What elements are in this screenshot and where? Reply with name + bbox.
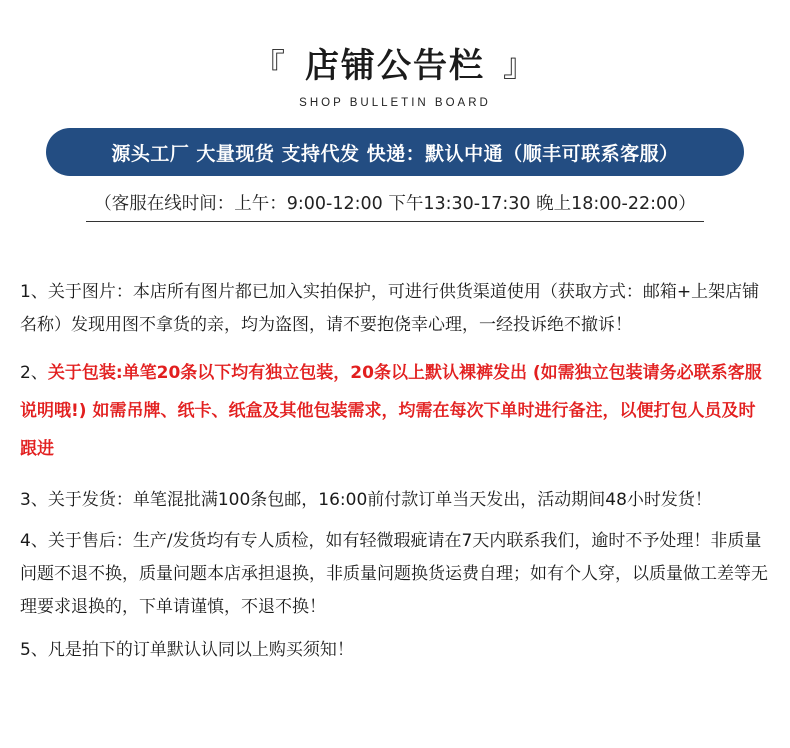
notice-number: 5、 (20, 640, 48, 660)
notice-number: 1、 (20, 282, 48, 302)
service-hours (0, 190, 790, 222)
notice-number: 4、 (20, 531, 48, 551)
notice-item-packaging (20, 354, 772, 468)
notice-list (20, 276, 772, 667)
title-text: 店铺公告栏 (305, 46, 485, 86)
bulletin-header (0, 38, 790, 109)
notice-item-pictures (20, 276, 772, 342)
shipping-banner (46, 128, 744, 176)
title-bracket-close: 』 (503, 45, 538, 84)
notice-text: 关于包装:单笔20条以下均有独立包装，20条以上默认裸裤发出 (如需独立包装请务必联系客服说明哦!) 如需吊牌、纸卡、纸盒及其他包装需求，均需在每次下单时进行备注，以便打包人员及时跟进 (20, 363, 762, 459)
page-title (253, 38, 537, 87)
title-bracket-open: 『 (252, 45, 287, 84)
banner-text: 源头工厂 大量现货 支持代发 快递：默认中通（顺丰可联系客服） (111, 142, 679, 165)
notice-text: 关于售后：生产/发货均有专人质检，如有轻微瑕疵请在7天内联系我们，逾时不予处理！非质量问题不退不换，质量问题本店承担退换，非质量问题换货运费自理；如有个人穿，以质量做工差等无理要求退换的，下单请谨慎，不退不换！ (20, 531, 768, 617)
service-hours-text: （客服在线时间：上午：9:00-12:00 下午13:30-17:30 晚上18:00-22:00） (86, 190, 704, 222)
notice-item-shipping (20, 484, 772, 517)
notice-item-after-sales (20, 525, 772, 624)
page-subtitle: SHOP BULLETIN BOARD (299, 97, 491, 109)
notice-text: 关于发货：单笔混批满100条包邮，16:00前付款订单当天发出，活动期间48小时发货！ (47, 490, 712, 510)
notice-number: 3、 (20, 490, 48, 510)
notice-text: 关于图片：本店所有图片都已加入实拍保护，可进行供货渠道使用（获取方式：邮箱+上架店铺名称）发现用图不拿货的亲，均为盗图，请不要抱侥幸心理，一经投诉绝不撤诉！ (20, 282, 760, 335)
notice-number: 2、 (20, 363, 48, 383)
notice-text: 凡是拍下的订单默认认同以上购买须知！ (47, 640, 354, 660)
notice-item-agreement (20, 634, 772, 667)
